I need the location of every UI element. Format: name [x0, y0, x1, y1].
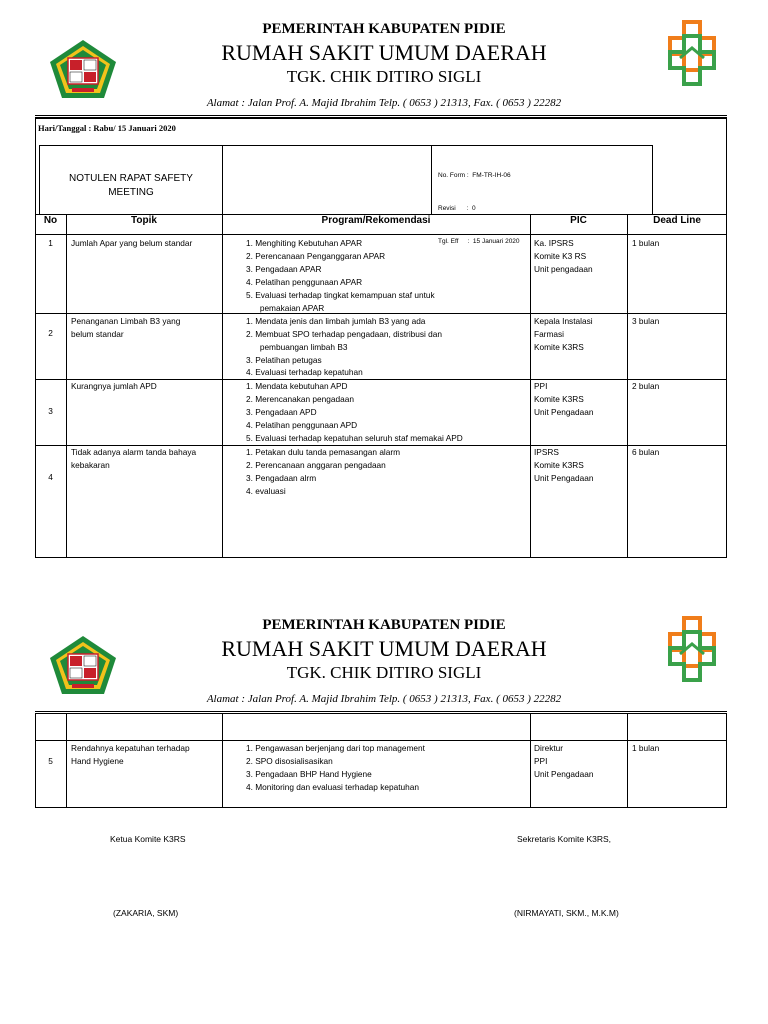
row-pic: Komite K3RS [534, 460, 584, 470]
row-topic: Penanganan Limbah B3 yang [71, 316, 181, 326]
program-item: 1. Mendata jenis dan limbah jumlah B3 yang ada [246, 316, 426, 326]
row-pic: Komite K3RS [534, 342, 584, 352]
row-pic: Komite K3RS [534, 394, 584, 404]
program-item: pembuangan limbah B3 [246, 342, 348, 352]
row-number: 4 [48, 472, 53, 482]
program-item: 3. Pengadaan alrm [246, 473, 317, 483]
program-item: 4. Pelatihan penggunaan APAR [246, 277, 363, 287]
row-topic: belum standar [71, 329, 124, 339]
row-topic: Tidak adanya alarm tanda bahaya [71, 447, 197, 457]
row-number: 2 [48, 328, 53, 338]
row-number: 1 [48, 238, 53, 248]
program-item: 5. Evaluasi terhadap tingkat kemampuan staf untuk [246, 290, 435, 300]
program-item: 4. Evaluasi terhadap kepatuhan [246, 367, 363, 377]
column-header-topic: Topik [131, 215, 157, 226]
row-pic: Kepala Instalasi [534, 316, 593, 326]
program-item: 1. Mendata kebutuhan APD [246, 381, 348, 391]
hospital-name: RUMAH SAKIT UMUM DAERAH [221, 40, 547, 65]
row-deadline: 2 bulan [632, 381, 660, 391]
row-topic: Rendahnya kepatuhan terhadap [71, 743, 190, 753]
row-pic: Unit Pengadaan [534, 407, 594, 417]
row-deadline: 1 bulan [632, 743, 660, 753]
column-header-no: No [43, 215, 58, 226]
program-item: 1. Pengawasan berjenjang dari top management [246, 743, 425, 753]
row-pic: Unit pengadaan [534, 264, 593, 274]
row-pic: Unit Pengadaan [534, 473, 594, 483]
program-item: 1. Menghiting Kebutuhan APAR [246, 238, 363, 248]
row-topic: kebakaran [71, 460, 110, 470]
header-rule [35, 115, 727, 116]
row-pic: Ka. IPSRS [534, 238, 574, 248]
date-line: Hari/Tanggal : Rabu/ 15 Januari 2020 [38, 123, 176, 133]
hospital-cross-icon [668, 20, 716, 86]
row-deadline: 6 bulan [632, 447, 660, 457]
doc-title-line-2: MEETING [108, 187, 154, 198]
program-item: 3. Pengadaan APD [246, 407, 317, 417]
program-item: 1. Petakan dulu tanda pemasangan alarm [246, 447, 401, 457]
program-item: 3. Pengadaan APAR [246, 264, 322, 274]
program-item: 3. Pengadaan BHP Hand Hygiene [246, 769, 372, 779]
program-item: 2. Perencanaan anggaran pengadaan [246, 460, 386, 470]
row-number: 5 [48, 756, 53, 766]
header-rule [35, 711, 727, 712]
column-header-pic: PIC [570, 215, 587, 226]
form-number: No. Form : FM-TR-IH-06 [438, 172, 511, 179]
column-header-deadline: Dead Line [653, 215, 701, 226]
row-pic: PPI [534, 381, 548, 391]
program-item: 2. Membuat SPO terhadap pengadaan, distribusi dan [246, 329, 443, 339]
program-item: 4. evaluasi [246, 486, 286, 496]
row-pic: IPSRS [534, 447, 559, 457]
row-topic: Kurangnya jumlah APD [71, 381, 157, 391]
government-name: PEMERINTAH KABUPATEN PIDIE [262, 21, 506, 37]
row-pic: PPI [534, 756, 548, 766]
program-item: 5. Evaluasi terhadap kepatuhan seluruh staf memakai APD [246, 433, 463, 443]
program-item: 2. SPO disosialisasikan [246, 756, 333, 766]
program-item: 2. Perencanaan Penganggaran APAR [246, 251, 386, 261]
hospital-subname: TGK. CHIK DITIRO SIGLI [286, 663, 482, 682]
row-deadline: 3 bulan [632, 316, 660, 326]
signature-name-right: (NIRMAYATI, SKM., M.K.M) [514, 908, 619, 918]
row-pic: Unit Pengadaan [534, 769, 594, 779]
row-topic: Jumlah Apar yang belum standar [71, 238, 193, 248]
program-item: 4. Pelatihan penggunaan APD [246, 420, 358, 430]
doc-title-line-1: NOTULEN RAPAT SAFETY [69, 173, 193, 184]
program-item: 2. Merencanakan pengadaan [246, 394, 354, 404]
letterhead-page-2 [0, 596, 768, 705]
row-number: 3 [48, 406, 53, 416]
hospital-subname: TGK. CHIK DITIRO SIGLI [286, 67, 482, 86]
row-pic: Direktur [534, 743, 564, 753]
signature-title-right: Sekretaris Komite K3RS, [517, 834, 612, 844]
hospital-name: RUMAH SAKIT UMUM DAERAH [221, 636, 547, 661]
letterhead [0, 0, 768, 109]
signature-title-left: Ketua Komite K3RS [110, 834, 186, 844]
row-pic: Komite K3 RS [534, 251, 587, 261]
form-effective-date: Tgl. Eff : 15 Januari 2020 [438, 238, 520, 245]
row-deadline: 1 bulan [632, 238, 660, 248]
program-item: pemakaian APAR [246, 303, 325, 313]
address-line: Alamat : Jalan Prof. A. Majid Ibrahim Telp. ( 0653 ) 21313, Fax. ( 0653 ) 22282 [206, 693, 562, 705]
column-header-program: Program/Rekomendasi [321, 215, 431, 226]
row-topic: Hand Hygiene [71, 756, 124, 766]
government-name: PEMERINTAH KABUPATEN PIDIE [262, 617, 506, 633]
program-item: 4. Monitoring dan evaluasi terhadap kepatuhan [246, 782, 419, 792]
hospital-cross-icon [668, 616, 716, 682]
address-line: Alamat : Jalan Prof. A. Majid Ibrahim Telp. ( 0653 ) 21313, Fax. ( 0653 ) 22282 [206, 97, 562, 109]
program-item: 3. Pelatihan petugas [246, 355, 322, 365]
form-revision: Revisi : 0 [438, 205, 476, 212]
row-pic: Farmasi [534, 329, 564, 339]
signature-name-left: (ZAKARIA, SKM) [113, 908, 179, 918]
